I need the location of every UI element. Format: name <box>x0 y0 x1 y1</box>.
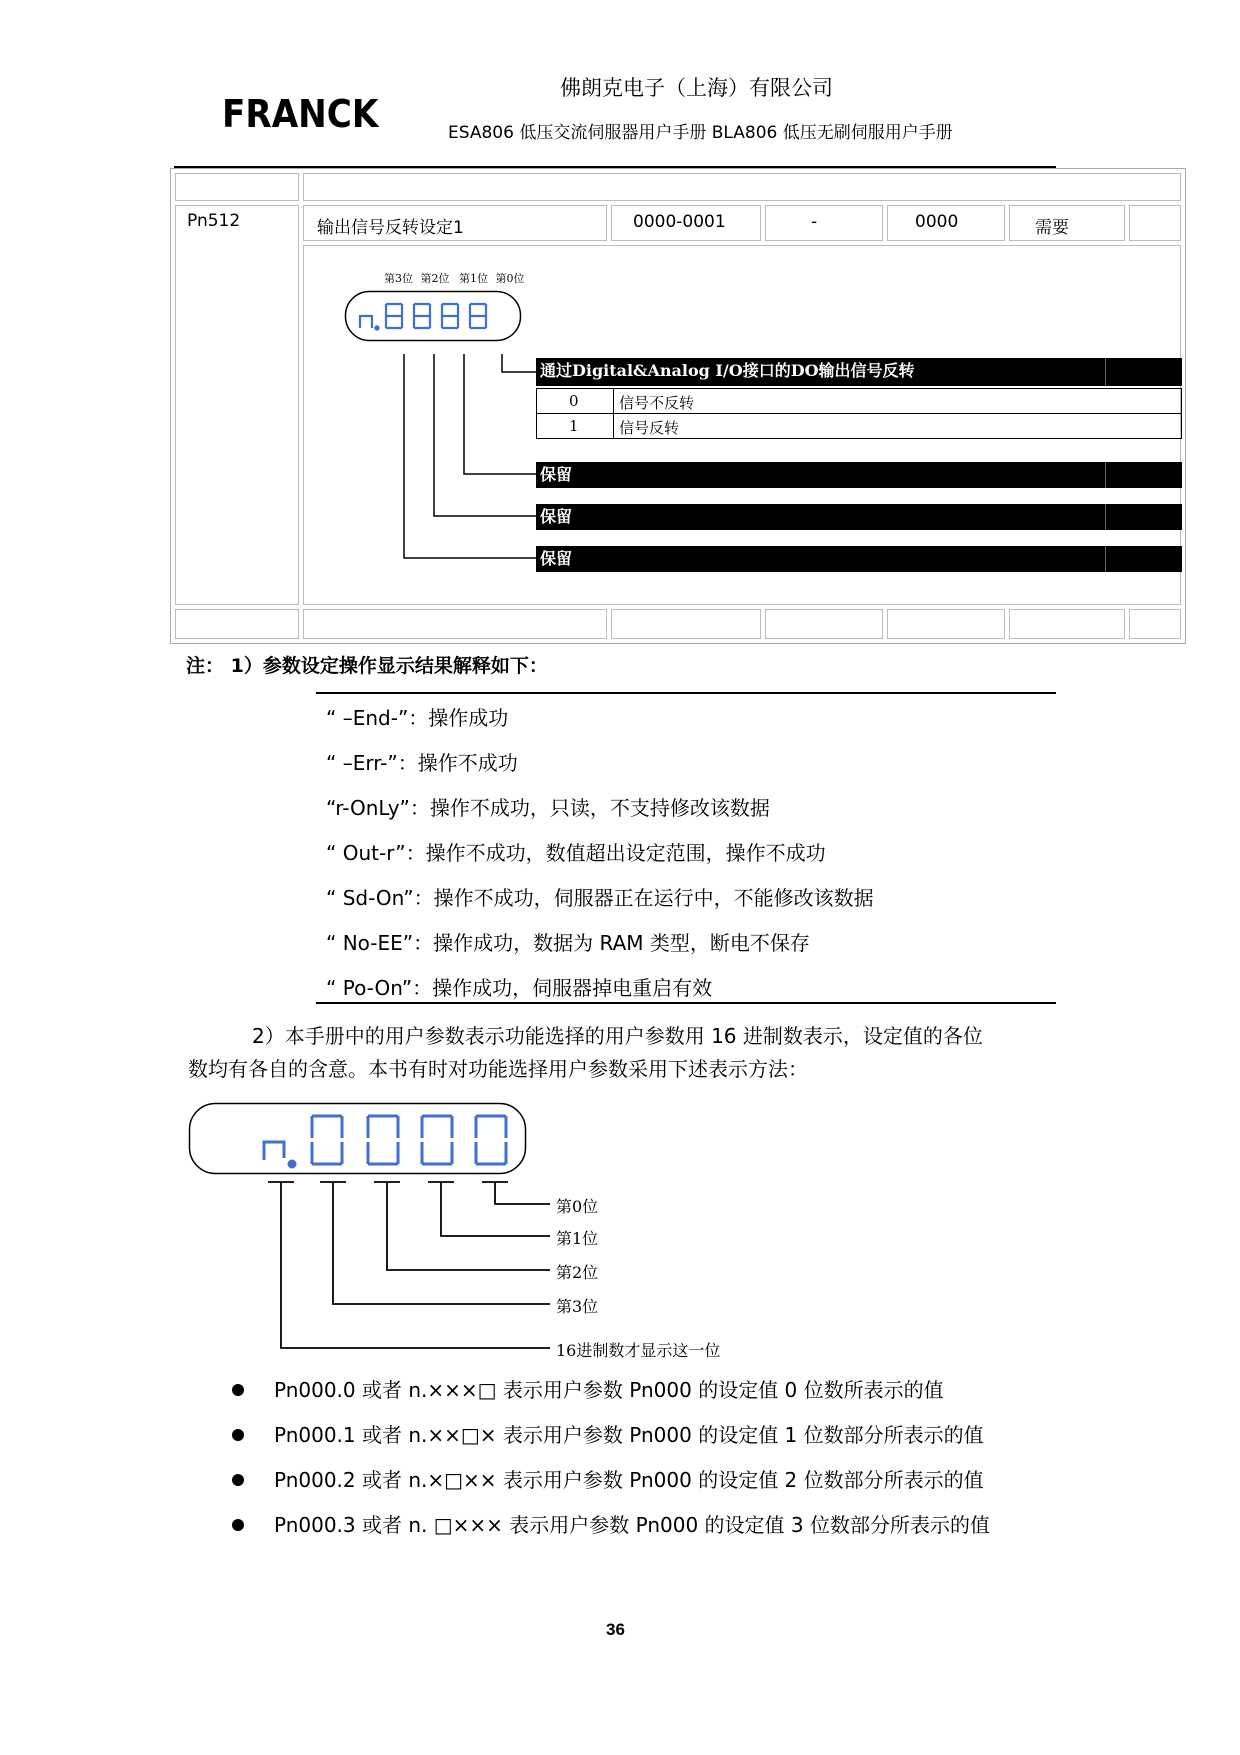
note-line: “ –End-”：操作成功 <box>326 706 509 730</box>
table-cell <box>175 173 299 201</box>
bullet-dot <box>232 1474 244 1486</box>
table-cell <box>1129 609 1181 639</box>
para2-line2: 数均有各自的含意。本书有时对功能选择用户参数采用下述表示方法： <box>188 1057 808 1081</box>
digit-label: 第3位 <box>384 272 413 285</box>
note-line: “ Sd-On”：操作不成功，伺服器正在运行中，不能修改该数据 <box>326 886 874 910</box>
table-cell <box>611 609 761 639</box>
bullet-dot <box>232 1519 244 1531</box>
company-name: 佛朗克电子（上海）有限公司 <box>560 76 833 100</box>
digit-pos-label: 第3位 <box>556 1297 599 1316</box>
digit-pos-label: 第2位 <box>556 1263 599 1282</box>
para2-line1: 2）本手册中的用户参数表示功能选择的用户参数用 16 进制数表示，设定值的各位 <box>252 1024 983 1048</box>
bullet-text: Pn000.2 或者 n.×□×× 表示用户参数 Pn000 的设定值 2 位数部分所表示的值 <box>274 1468 984 1492</box>
reserved-label: 保留 <box>540 549 573 568</box>
bit0-title-bar <box>536 358 1182 386</box>
table-cell <box>303 609 607 639</box>
reserved-bar-bit3 <box>536 546 1182 572</box>
reserved-label: 保留 <box>540 465 573 484</box>
notes-bottom-rule <box>316 1002 1056 1004</box>
option-divider <box>613 414 614 438</box>
table-cell <box>1009 609 1125 639</box>
bullet-dot <box>232 1384 244 1396</box>
param-unit: - <box>811 212 818 232</box>
reserved-bar-bit2 <box>536 504 1182 530</box>
page-number: 36 <box>606 1620 625 1639</box>
notes-top-rule <box>316 692 1056 694</box>
bullet-item <box>232 1509 990 1538</box>
reserved-label: 保留 <box>540 507 573 526</box>
digit-label: 第0位 <box>495 272 525 285</box>
option-divider <box>613 389 614 413</box>
manual-subtitle: ESA806 低压交流伺服器用户手册 BLA806 低压无刷伺服用户手册 <box>448 123 953 143</box>
option-value: 0 <box>569 392 579 410</box>
bar-end-cell <box>1105 546 1182 572</box>
note-line: “ No-EE”：操作成功，数据为 RAM 类型，断电不保存 <box>326 931 810 955</box>
param-code: Pn512 <box>187 211 241 231</box>
table-cell <box>1129 205 1181 241</box>
digit-labels-row <box>384 270 525 286</box>
table-cell <box>175 609 299 639</box>
bit0-option-row <box>536 388 1182 414</box>
note-line: “ Out-r”：操作不成功，数值超出设定范围，操作不成功 <box>326 841 826 865</box>
digit-label: 第2位 <box>420 272 450 285</box>
note-line: “ –Err-”：操作不成功 <box>326 751 518 775</box>
company-logo: FRANCK <box>222 92 379 136</box>
bullet-text: Pn000.0 或者 n.×××□ 表示用户参数 Pn000 的设定值 0 位数所表示的值 <box>274 1378 944 1402</box>
table-cell-code <box>175 205 299 605</box>
digit-connector-lines <box>260 1178 560 1362</box>
note-line: “r-OnLy”：操作不成功，只读，不支持修改该数据 <box>326 796 770 820</box>
bit0-title: 通过Digital&Analog I/O接口的DO输出信号反转 <box>540 361 915 380</box>
digit-pos-label: 第0位 <box>556 1197 599 1216</box>
option-desc: 信号不反转 <box>619 394 695 412</box>
table-cell <box>303 173 1181 201</box>
bar-end-cell <box>1105 358 1182 386</box>
bit0-option-row <box>536 413 1182 439</box>
bullet-text: Pn000.3 或者 n. □××× 表示用户参数 Pn000 的设定值 3 位数部分所表示的值 <box>274 1513 990 1537</box>
digit-pos-label: 16进制数才显示这一位 <box>556 1341 721 1360</box>
option-desc: 信号反转 <box>619 419 680 437</box>
digit-label: 第1位 <box>459 272 488 285</box>
note-line: “ Po-On”：操作成功，伺服器掉电重启有效 <box>326 976 713 1000</box>
segment-display-small <box>344 290 524 342</box>
bullet-item <box>232 1464 984 1493</box>
param-default: 0000 <box>915 212 959 232</box>
segment-display-large <box>188 1102 528 1176</box>
table-cell <box>765 609 883 639</box>
table-cell-unit <box>765 205 883 241</box>
param-name: 输出信号反转设定1 <box>317 218 464 238</box>
bullet-item <box>232 1419 984 1448</box>
param-range: 0000-0001 <box>633 212 726 232</box>
bullet-item <box>232 1374 944 1403</box>
reserved-bar-bit1 <box>536 462 1182 488</box>
bar-end-cell <box>1105 462 1182 488</box>
bit-connector-lines <box>390 350 540 570</box>
param-restart: 需要 <box>1035 218 1069 238</box>
bar-end-cell <box>1105 504 1182 530</box>
table-cell <box>887 609 1005 639</box>
notes-title: 注： 1）参数设定操作显示结果解释如下： <box>186 655 548 677</box>
option-value: 1 <box>569 417 579 435</box>
digit-pos-label: 第1位 <box>556 1229 599 1248</box>
bullet-dot <box>232 1429 244 1441</box>
bullet-text: Pn000.1 或者 n.××□× 表示用户参数 Pn000 的设定值 1 位数部分所表示的值 <box>274 1423 984 1447</box>
